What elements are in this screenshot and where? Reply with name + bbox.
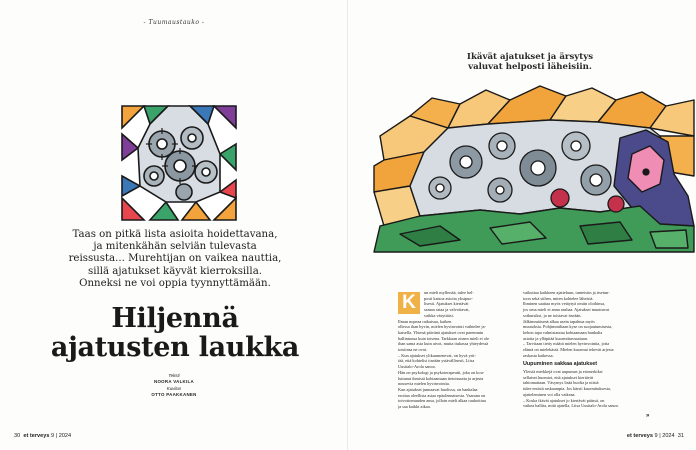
body-line: posti katsoa asioita yksipuo-: [424, 295, 473, 301]
page-number: 31: [677, 433, 684, 439]
credits: [134, 373, 214, 399]
body-line: toisiinsa ne ovat.: [398, 347, 427, 353]
stained-glass-worried-person-illustration: [370, 76, 696, 254]
body-column-2: [523, 290, 623, 409]
body-line: un mieli myllertää, tulee hel-: [424, 290, 474, 295]
text-role-label: Teksti: [168, 373, 180, 378]
body-line: vaikuttaa kaikkeen ajatteluun, tunteisiin ja itsetun-: [523, 290, 610, 295]
body-line: tahtomattaan. Väsymys lisää huolia ja niistä: [523, 380, 599, 386]
body-line: luttanut ihmisiä kohtaamaan tietoisuutta ja arjesta: [398, 375, 484, 381]
section-label: - Tuumaustauko -: [143, 19, 205, 26]
continue-arrow-icon: »: [646, 413, 650, 419]
pull-quote: [460, 52, 600, 73]
body-line: Hän on psykologi ja psykoterapeutti, joka on kou-: [398, 369, 485, 375]
intro-line: sillä ajatukset käyvät kierroksilla.: [87, 265, 263, 277]
body-line: toon sekä siihen, miten kohtelee läheisiä.: [523, 295, 594, 301]
body-line: – Tarvitaan tietty määrä mielen hyvinvointia, jotta: [523, 341, 610, 347]
intro-line: reissusta... Murehtijan on vaikea nauttia,: [68, 253, 282, 265]
brand-name: et terveys: [626, 433, 653, 439]
body-line: vaikka väsyttäisi.: [424, 312, 454, 318]
body-line: Yleisiä merkkejä ovat uupumus ja esimerkiksi: [523, 369, 603, 375]
title-line: ajatusten laukka: [50, 332, 300, 363]
body-line: samaa rataa ja valvottavat,: [424, 307, 470, 313]
body-line: kehon tapa valmistautua kohtaamaan hankalia: [523, 329, 603, 335]
title-line: Hiljennä: [111, 303, 239, 334]
body-line: Uusitalo-Arola sanoo.: [398, 364, 436, 370]
body-line: tulee entistä raskaampia. Jos kärsii kuormituksesta,: [523, 386, 611, 392]
body-line: vaikea hallita, mitä ajatella, Liisa Uusitalo-Arola sanoo.: [523, 403, 620, 409]
pull-quote-line: valuvat helposti läheisiin.: [468, 62, 592, 73]
body-line: sellaiset huomiot, että ajatukset kiertävät: [523, 374, 594, 380]
folio-right: [627, 433, 684, 439]
article-title: [40, 304, 310, 362]
body-line: muutoksia. Pohjimmiltaan kyse on suojautumisesta,: [523, 324, 613, 330]
brand-name: et terveys: [23, 433, 50, 439]
body-line: katsella. Yhtenä päivänä ajatukset ovat paremmin: [398, 329, 484, 335]
page-number: 30: [14, 433, 21, 439]
body-line: elämä on mielekästä. Mielen kuormat tekevät arjesta: [523, 347, 614, 353]
pull-quote-line: Ikävät ajatukset ja ärsytys: [466, 52, 594, 62]
body-line: ja saa kaikki aikaa.: [398, 404, 431, 410]
intro-line: ja mitenkähän selviän tulevasta: [93, 241, 257, 253]
body-line: lisesti. Ajatukset kiertävät: [424, 301, 469, 307]
drop-cap: K: [398, 292, 420, 314]
illustrator-name: OTTO PAAKKANEN: [151, 392, 197, 398]
issue-number: 9 | 2024: [51, 433, 72, 439]
folio-left: [14, 433, 71, 439]
body-line: ihan sama asia kuin aivot, mutta tiukassa yhteydessä: [398, 341, 489, 347]
body-line: hallinnassa kuin toisena. Tarkkaan ottaen mieli ei ole: [398, 335, 490, 341]
body-line: toivottomuuden ansa, jolloin mieli alkaa rauhoittua: [398, 398, 486, 404]
illustration-role-label: Kuvitus: [166, 385, 182, 391]
body-line: Ihminen saattaa myös vetäytyä omiin oloihinsa,: [523, 301, 606, 307]
intro-line: Taas on pitkä lista asioita hoidettavana,: [72, 229, 278, 240]
author-name: NOORA VALKILA: [154, 379, 194, 385]
stained-glass-gears-illustration: [120, 104, 238, 222]
issue-number: 9 | 2024: [654, 433, 675, 439]
body-line: Kun ajatukset junnaavat huolissa, on hankalaa: [398, 386, 478, 392]
body-line: asioita ja ylläpitää kuormittavuuttaan.: [523, 335, 588, 341]
right-page: [348, 0, 696, 450]
body-line: ajatteleminen voi olla vaikeaa.: [523, 391, 576, 397]
body-line: nousevia mielen hyvinvointia.: [398, 381, 450, 387]
subheading: Uupuminen sakkaa ajatukset: [523, 361, 598, 368]
body-line: Jälkimmäisenä alkaa usein tapahtua myös: [523, 318, 595, 324]
body-line: Ilman nopeaa ratkaisua, kaiken: [398, 318, 452, 324]
body-line: jos oma mieli ei anna rauhaa. Ajatukset muuttuvat: [523, 307, 610, 313]
body-line: ollessa ihan hyvin, mielen hyvinvointi vaihtelee ja-: [398, 324, 486, 330]
body-column-1: [398, 290, 498, 410]
body-line: raskasta kaikessa.: [523, 352, 554, 358]
body-line: – Kun ajatukset ylikuumenevat, on hyvä yrit-: [398, 352, 476, 358]
intro-text: [60, 229, 290, 290]
body-line: sotkuisiksi, ja ne toistavat itseään.: [523, 312, 582, 318]
body-line: – Koska ikävät ajatukset jo kiertävät päässä, on: [523, 397, 605, 403]
intro-line: Onneksi ne voi oppia tyynnyttämään.: [79, 277, 271, 289]
body-line: tää, että kohtelisi itseään ystävällisesti, Liisa: [398, 358, 475, 364]
body-line: erottaa oleellista asiaa epäolennaisesta. Vaarana on: [398, 392, 486, 398]
